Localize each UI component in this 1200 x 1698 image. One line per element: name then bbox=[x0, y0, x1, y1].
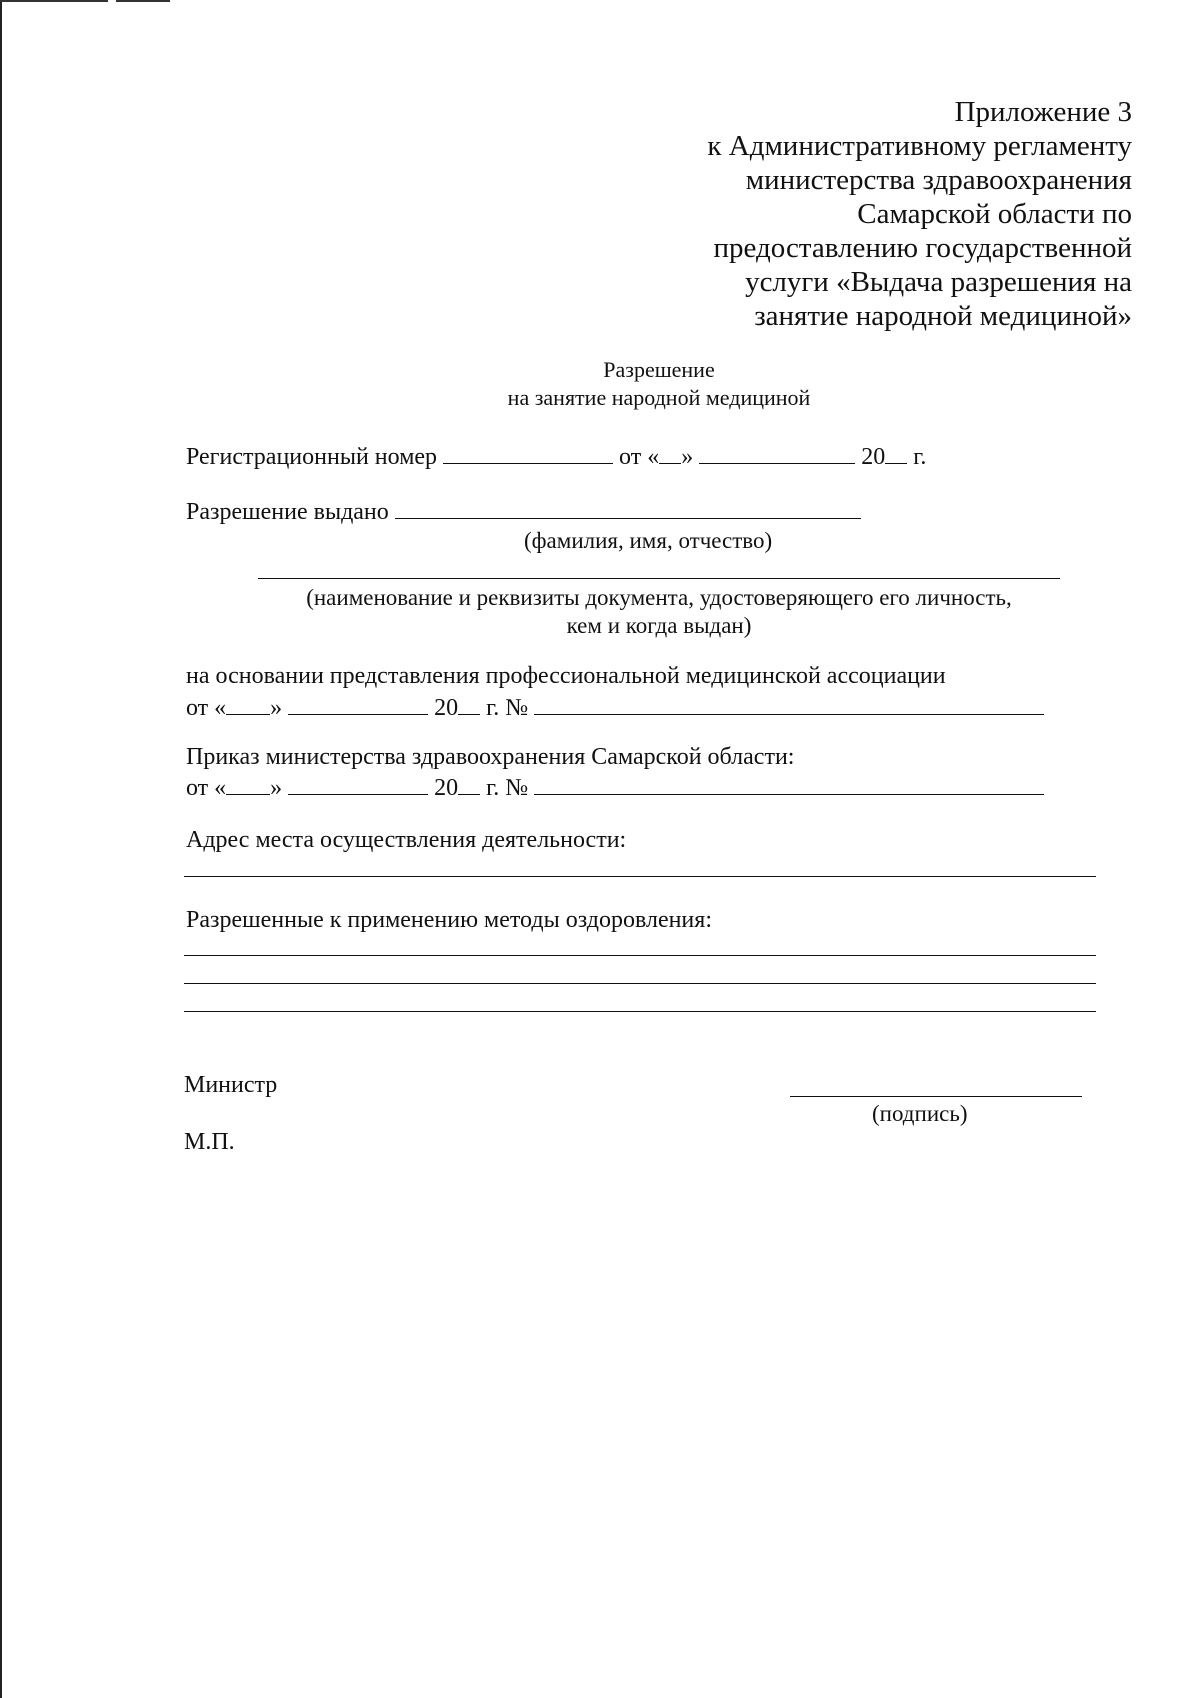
methods-field-3[interactable] bbox=[184, 1011, 1096, 1012]
issued-name-caption: (фамилия, имя, отчество) bbox=[524, 528, 773, 553]
issued-line bbox=[186, 496, 861, 526]
registration-line bbox=[186, 441, 926, 471]
seal-label: М.П. bbox=[184, 1129, 235, 1155]
identity-document-field[interactable] bbox=[258, 578, 1060, 579]
order-date-line bbox=[186, 772, 1044, 802]
basis-month-field[interactable] bbox=[288, 692, 428, 715]
order-number-prefix: г. № bbox=[486, 775, 529, 801]
basis-number-prefix: г. № bbox=[486, 695, 529, 721]
registration-number-field[interactable] bbox=[443, 441, 613, 464]
minister-label: Министр bbox=[184, 1072, 278, 1098]
registration-date-prefix: от « bbox=[619, 444, 660, 470]
identity-caption-line-1: (наименование и реквизиты документа, удостоверяющего его личность, bbox=[306, 585, 1012, 610]
signature-caption: (подпись) bbox=[872, 1101, 968, 1126]
appendix-line-3: министерства здравоохранения bbox=[745, 164, 1132, 196]
methods-field-2[interactable] bbox=[184, 983, 1096, 984]
title-main: Разрешение bbox=[603, 357, 715, 382]
methods-field-1[interactable] bbox=[184, 955, 1096, 956]
order-date-close: » bbox=[270, 775, 283, 801]
appendix-line-7: занятие народной медициной» bbox=[754, 300, 1132, 332]
registration-year-field[interactable] bbox=[885, 441, 907, 464]
appendix-line-5: предоставлению государственной bbox=[713, 232, 1132, 264]
scan-edge-left bbox=[0, 0, 2, 1698]
identity-caption bbox=[284, 584, 1034, 640]
basis-number-field[interactable] bbox=[534, 692, 1044, 715]
issued-name-field[interactable] bbox=[395, 496, 861, 519]
order-date-prefix: от « bbox=[186, 775, 227, 801]
title-sub: на занятие народной медициной bbox=[507, 385, 811, 410]
address-label: Адрес места осуществления деятельности: bbox=[186, 827, 627, 853]
basis-year-field[interactable] bbox=[458, 692, 480, 715]
order-month-field[interactable] bbox=[288, 772, 428, 795]
basis-date-close: » bbox=[270, 695, 283, 721]
appendix-line-4: Самарской области по bbox=[857, 198, 1132, 230]
order-day-field[interactable] bbox=[226, 772, 270, 795]
issued-label: Разрешение выдано bbox=[186, 499, 389, 525]
registration-year-prefix: 20 bbox=[861, 444, 886, 470]
signature-field[interactable] bbox=[790, 1096, 1082, 1097]
basis-date-prefix: от « bbox=[186, 695, 227, 721]
order-year-prefix: 20 bbox=[434, 775, 459, 801]
scan-edge-top-gap bbox=[108, 0, 116, 2]
scan-edge-top bbox=[0, 0, 170, 2]
basis-date-line bbox=[186, 692, 1044, 722]
order-label: Приказ министерства здравоохранения Самарской области: bbox=[186, 744, 795, 770]
registration-date-close: » bbox=[681, 444, 694, 470]
document-title bbox=[0, 356, 1200, 412]
basis-label: на основании представления профессиональной медицинской ассоциации bbox=[186, 663, 946, 689]
registration-day-field[interactable] bbox=[659, 441, 681, 464]
order-year-field[interactable] bbox=[458, 772, 480, 795]
basis-day-field[interactable] bbox=[226, 692, 270, 715]
appendix-line-1: Приложение 3 bbox=[954, 96, 1132, 128]
basis-year-prefix: 20 bbox=[434, 695, 459, 721]
appendix-header bbox=[707, 95, 1132, 333]
appendix-line-2: к Административному регламенту bbox=[707, 130, 1132, 162]
registration-label: Регистрационный номер bbox=[186, 444, 438, 470]
registration-month-field[interactable] bbox=[699, 441, 855, 464]
appendix-line-6: услуги «Выдача разрешения на bbox=[745, 266, 1132, 298]
registration-year-suffix: г. bbox=[913, 444, 927, 470]
identity-caption-line-2: кем и когда выдан) bbox=[566, 613, 752, 638]
address-field[interactable] bbox=[184, 876, 1096, 877]
methods-label: Разрешенные к применению методы оздоровления: bbox=[186, 907, 712, 933]
order-number-field[interactable] bbox=[534, 772, 1044, 795]
